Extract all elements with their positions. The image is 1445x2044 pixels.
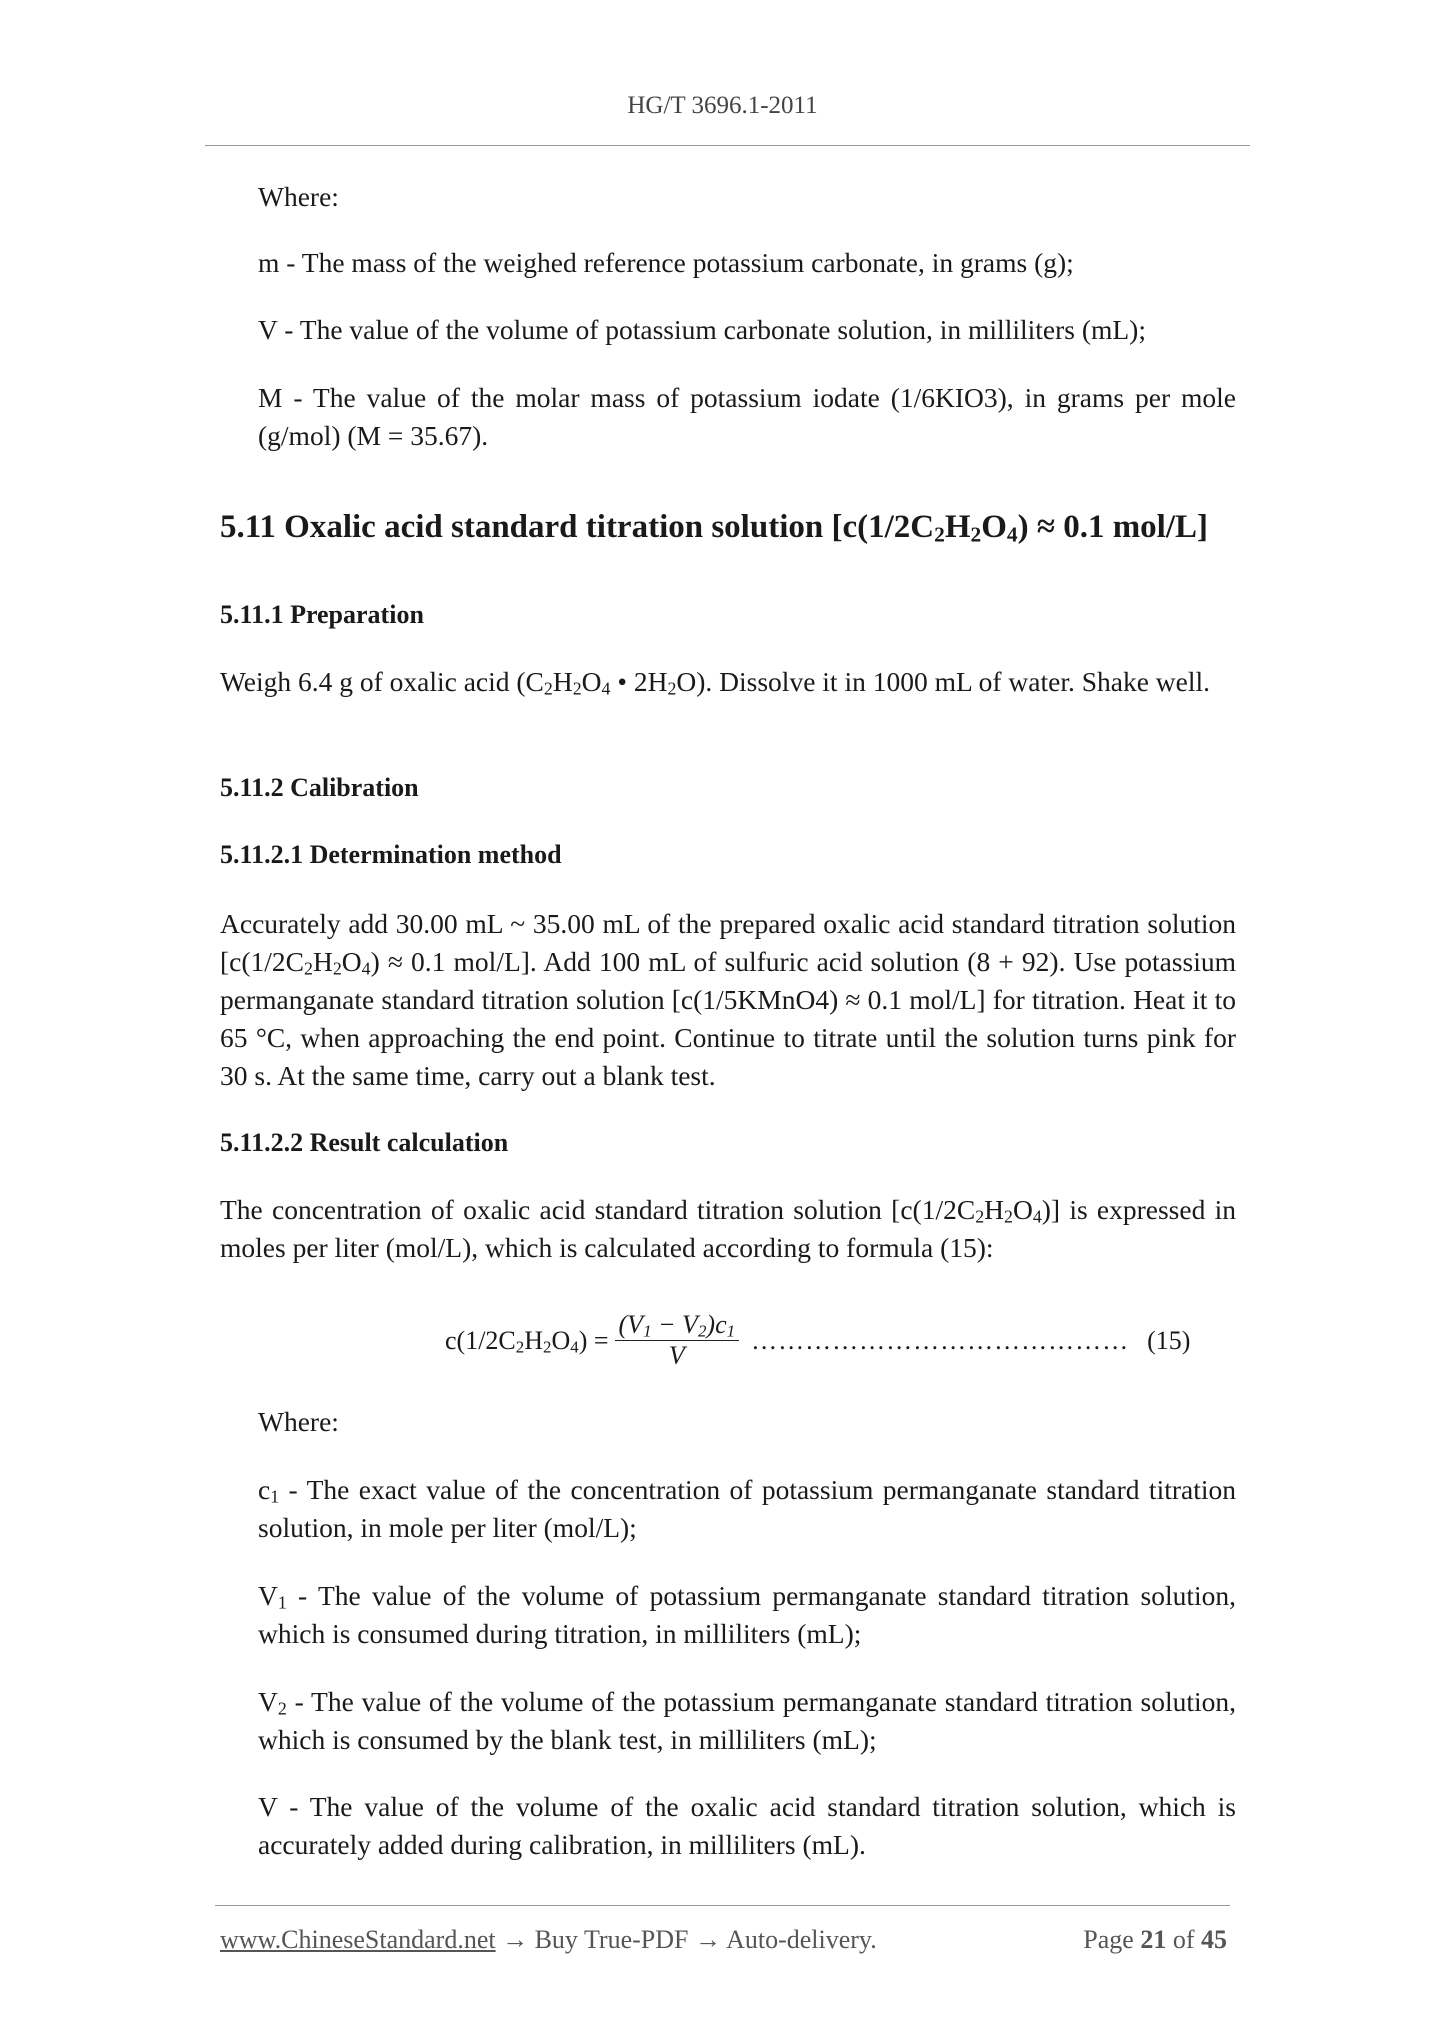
- def-V2: $V_2$ - The value of the volume of the potassium permanganate standard titration solution, which is consumed by the blank test, in milliliters (mL);: [258, 1686, 1236, 1755]
- page-total: 45: [1201, 1925, 1227, 1954]
- page-of: of: [1172, 1925, 1195, 1954]
- footer-rule: [215, 1905, 1230, 1906]
- website-link[interactable]: www.ChineseStandard.net: [220, 1925, 496, 1954]
- formula-denominator: V: [668, 1341, 685, 1370]
- result-text: The concentration of oxalic acid standard titration solution $[c(1/2C_2H_2O_4)]$ is expressed in moles per liter (mol/L), which is calculated according to formula (15):: [220, 1194, 1236, 1263]
- def-m: m - The mass of the weighed reference potassium carbonate, in grams (g);: [258, 247, 1074, 278]
- formula-fraction: [615, 1310, 740, 1371]
- section-title: 5.11 Oxalic acid standard titration solution [$c(1/2C_2H_2O_4) \approx 0.1$ mol/L]: [220, 509, 1209, 547]
- preparation-text: Weigh 6.4 g of oxalic acid ($C_2H_2O_4$ • $2H_2O$). Dissolve it in 1000 mL of water. Shake well.: [220, 666, 1211, 699]
- def-V: V - The value of the volume of potassium carbonate solution, in milliliters (mL);: [258, 314, 1146, 345]
- formula-leader: ……………………………………: [751, 1325, 1130, 1355]
- where-label-2: Where:: [258, 1406, 339, 1437]
- auto-delivery-text: Auto-delivery.: [726, 1925, 877, 1954]
- arrow-right-icon: →: [502, 1925, 529, 1954]
- page-indicator: [1083, 1925, 1227, 1955]
- preparation-heading: 5.11.1 Preparation: [220, 600, 424, 629]
- formula-lhs: $c(1/2C_2H_2O_4)$ =: [445, 1325, 609, 1356]
- calibration-heading: 5.11.2 Calibration: [220, 773, 419, 802]
- where-label: Where:: [258, 181, 339, 212]
- header-rule: [205, 145, 1250, 146]
- arrow-right-icon: →: [695, 1925, 721, 1954]
- page-number: 21: [1140, 1925, 1167, 1954]
- method-text: Accurately add 30.00 mL ~ 35.00 mL of the prepared oxalic acid standard titration solution [$c(1/2C_2H_2O_4) \approx 0.1$ mol/L]. Add 100 mL of sulfuric acid solution (8 + 92). Use potassium permanganate standard titration solution [c(1/5KMnO4) ≈ 0.1 mol/L] for titration. Heat it to 65 °C, when approaching the end point. Continue to titrate until the solution turns pink for 30 s. At the same time, carry out a blank test.: [220, 908, 1236, 1091]
- footer-left: [220, 1925, 877, 1955]
- buy-pdf-text: Buy True-PDF: [534, 1925, 689, 1954]
- def-V1: $V_1$ - The value of the volume of potassium permanganate standard titration solution, which is consumed during titration, in milliliters (mL);: [258, 1580, 1236, 1649]
- page-label: Page: [1083, 1925, 1134, 1954]
- def-c1: $c_1$ - The exact value of the concentration of potassium permanganate standard titration solution, in mole per liter (mol/L);: [258, 1474, 1236, 1543]
- method-heading: 5.11.2.1 Determination method: [220, 840, 562, 869]
- def-M: M - The value of the molar mass of potassium iodate (1/6KIO3), in grams per mole (g/mol) (M = 35.67).: [258, 382, 1236, 451]
- def-V-oxalic: V - The value of the volume of the oxalic acid standard titration solution, which is accurately added during calibration, in milliliters (mL).: [258, 1791, 1236, 1860]
- formula-15: [445, 1310, 1190, 1371]
- document-code-header: HG/T 3696.1-2011: [627, 92, 818, 119]
- formula-numerator: $(V_1 - V_2)c_1$: [615, 1310, 740, 1341]
- result-heading: 5.11.2.2 Result calculation: [220, 1128, 509, 1157]
- formula-number: (15): [1147, 1325, 1191, 1355]
